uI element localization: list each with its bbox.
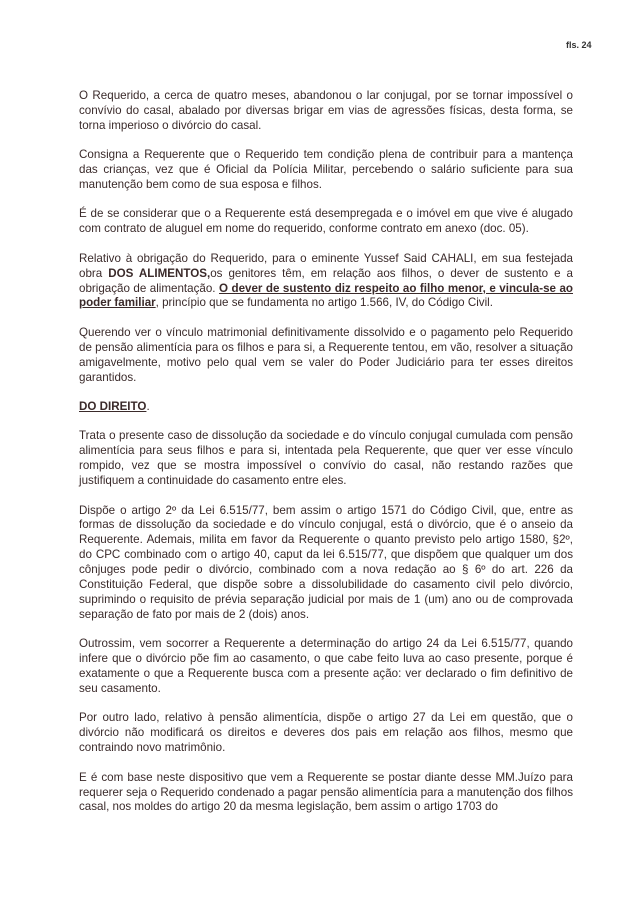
obligation-text-e: , princípio que se fundamenta no artigo 1.566, IV, do Código Civil. [155,296,493,310]
paragraph-article-27: Por outro lado, relativo à pensão alimentícia, dispõe o artigo 27 da Lei em questão, que o divórcio não modificará os direitos e deveres dos pais em relação aos filhos, mesmo que contraindo novo matrimônio. [79,711,573,755]
obligation-text-a: Relativo à obrigação do Requerido, para o eminente Yussef Said CAHALI, em sua festejada obra [79,251,573,280]
document-body [79,89,573,830]
paragraph-article-24: Outrossim, vem socorrer a Requerente a determinação do artigo 24 da Lei 6.515/77, quando infere que o divórcio põe fim ao casamento, o que cabe feito luva ao caso presente, porque é exatamente o que a Requerente busca com a presente ação: ver declarado o fim definitivo de seu casamento. [79,637,573,695]
paragraph-law-articles: Dispõe o artigo 2º da Lei 6.515/77, bem assim o artigo 1571 do Código Civil, que, entre as formas de dissolução da sociedade e do vínculo conjugal, está o divórcio, que é o anseio da Requerente. Ademais, milita em favor da Requerente o quanto previsto pelo artigo 1580, §2º, do CPC combinado com o artigo 40, caput da lei 6.515/77, que dispõem que qualquer um dos cônjuges pode pedir o divórcio, combinado com a nova redação ao § 6º do art. 226 da Constituição Federal, que dispõe sobre a dissolubilidade do casamento civil pelo divórcio, suprimindo o requisito de prévia separação judicial por mais de 1 (um) ano ou de comprovada separação de fato por mais de 2 (dois) anos. [79,503,573,621]
page-number: fls. 24 [566,40,592,50]
paragraph-alimony-request: E é com base neste dispositivo que vem a Requerente se postar diante desse MM.Juízo para requerer seja o Requerido condenado a pagar pensão alimentícia para a manutenção dos filhos casal, nos moldes do artigo 20 da mesma legislação, bem assim o artigo 1703 do [79,770,573,814]
section-heading: DO DIREITO [79,400,147,413]
paragraph-unemployment: É de se considerar que o a Requerente está desempregada e o imóvel em que vive é alugado com contrato de aluguel em nome do requerido, conforme contrato em anexo (doc. 05). [79,207,573,236]
paragraph-case: Trata o presente caso de dissolução da sociedade e do vínculo conjugal cumulada com pensão alimentícia para seus filhos e para si, intentada pela Requerente, que quer ver esse vínculo rompido, vez que se mostra impossível o convívio do casal, não restando razões que justifiquem a continuidade do casamento entre eles. [79,429,573,488]
paragraph-abandonment: O Requerido, a cerca de quatro meses, abandonou o lar conjugal, por se tornar impossível o convívio do casal, abalado por diversas brigar em vias de agressões físicas, desta forma, se torna imperioso o divórcio do casal. [79,89,573,132]
paragraph-judicial-recourse: Querendo ver o vínculo matrimonial definitivamente dissolvido e o pagamento pelo Requerido de pensão alimentícia para os filhos e para si, a Requerente tentou, em vão, resolver a situação amigavelmente, motivo pelo qual vem se valer do Poder Judiciário para ter esses direitos garantidos. [79,325,573,384]
book-title: DOS ALIMENTOS, [108,266,211,280]
section-heading-line [79,400,573,415]
section-heading-suffix: . [146,400,150,413]
obligation-text-c: os genitores têm, em relação aos filhos, o dever de sustento e a obrigação de alimentação. [79,266,573,295]
paragraph-support-capacity: Consigna a Requerente que o Requerido tem condição plena de contribuir para a mantença das crianças, vez que é Oficial da Polícia Militar, percebendo o salário suficiente para sua manutenção bem como de sua esposa e filhos. [79,148,573,192]
paragraph-obligation [79,252,573,312]
emphasized-duty: O dever de sustento diz respeito ao filho menor, e vincula-se ao poder familiar [79,281,573,310]
